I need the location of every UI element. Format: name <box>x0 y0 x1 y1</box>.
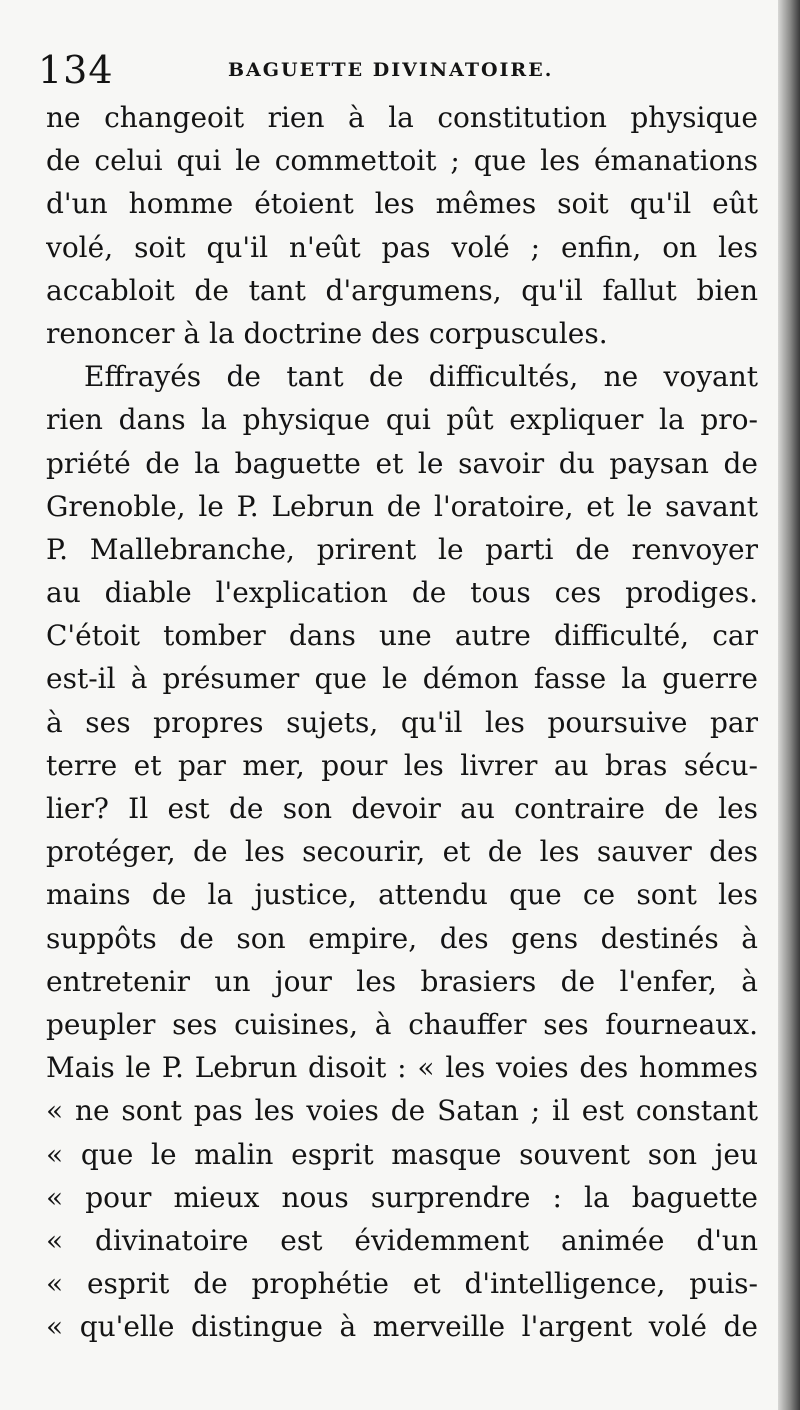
text-line: de celui qui le commettoit ; que les émanations <box>46 144 758 178</box>
text-line: rien dans la physique qui pût expliquer la pro- <box>46 403 758 437</box>
text-line: Mais le P. Lebrun disoit : « les voies des hommes <box>46 1051 758 1085</box>
text-line: au diable l'explication de tous ces prodiges. <box>46 576 758 610</box>
text-line: peupler ses cuisines, à chauffer ses fourneaux. <box>46 1007 758 1041</box>
text-line: à ses propres sujets, qu'il les poursuive par <box>46 705 758 739</box>
text-line: ne changeoit rien à la constitution physique <box>46 101 758 134</box>
running-title: BAGUETTE DIVINATOIRE. <box>228 59 554 81</box>
text-line: volé, soit qu'il n'eût pas volé ; enfin, on les <box>46 230 758 264</box>
text-line: accabloit de tant d'argumens, qu'il fallut bien <box>46 273 758 307</box>
text-line: protéger, de les secourir, et de les sauver des <box>46 835 758 869</box>
text-line: est-il à présumer que le démon fasse la guerre <box>46 662 758 696</box>
text-line: entretenir un jour les brasiers de l'enfer, à <box>46 964 758 998</box>
text-line: priété de la baguette et le savoir du paysan de <box>46 446 758 480</box>
text-line: d'un homme étoient les mêmes soit qu'il eût <box>46 187 758 221</box>
text-line: Grenoble, le P. Lebrun de l'oratoire, et le savant <box>46 489 758 523</box>
text-line: « qu'elle distingue à merveille l'argent volé de <box>46 1310 758 1344</box>
text-line: « pour mieux nous surprendre : la baguette <box>46 1180 758 1214</box>
page-header <box>38 44 758 96</box>
text-line: « ne sont pas les voies de Satan ; il est constant <box>46 1094 758 1128</box>
text-line: renoncer à la doctrine des corpuscules. <box>46 316 608 350</box>
text-line: lier? Il est de son devoir au contraire de les <box>46 792 758 825</box>
text-line: C'étoit tomber dans une autre difficulté, car <box>46 619 758 653</box>
text-line: terre et par mer, pour les livrer au bras sécu- <box>46 748 758 782</box>
text-line: P. Mallebranche, prirent le parti de renvoyer <box>46 532 758 566</box>
page-edge-shadow <box>778 0 800 1410</box>
text-line: « esprit de prophétie et d'intelligence, puis- <box>46 1267 758 1301</box>
text-line: Effrayés de tant de difficultés, ne voyant <box>84 360 758 394</box>
text-line: suppôts de son empire, des gens destinés à <box>46 921 758 955</box>
page-number: 134 <box>38 48 114 92</box>
text-line: « divinatoire est évidemment animée d'un <box>46 1223 758 1257</box>
text-line: « que le malin esprit masque souvent son jeu <box>46 1137 758 1171</box>
body-text <box>46 96 758 1348</box>
text-line: mains de la justice, attendu que ce sont les <box>46 878 758 912</box>
